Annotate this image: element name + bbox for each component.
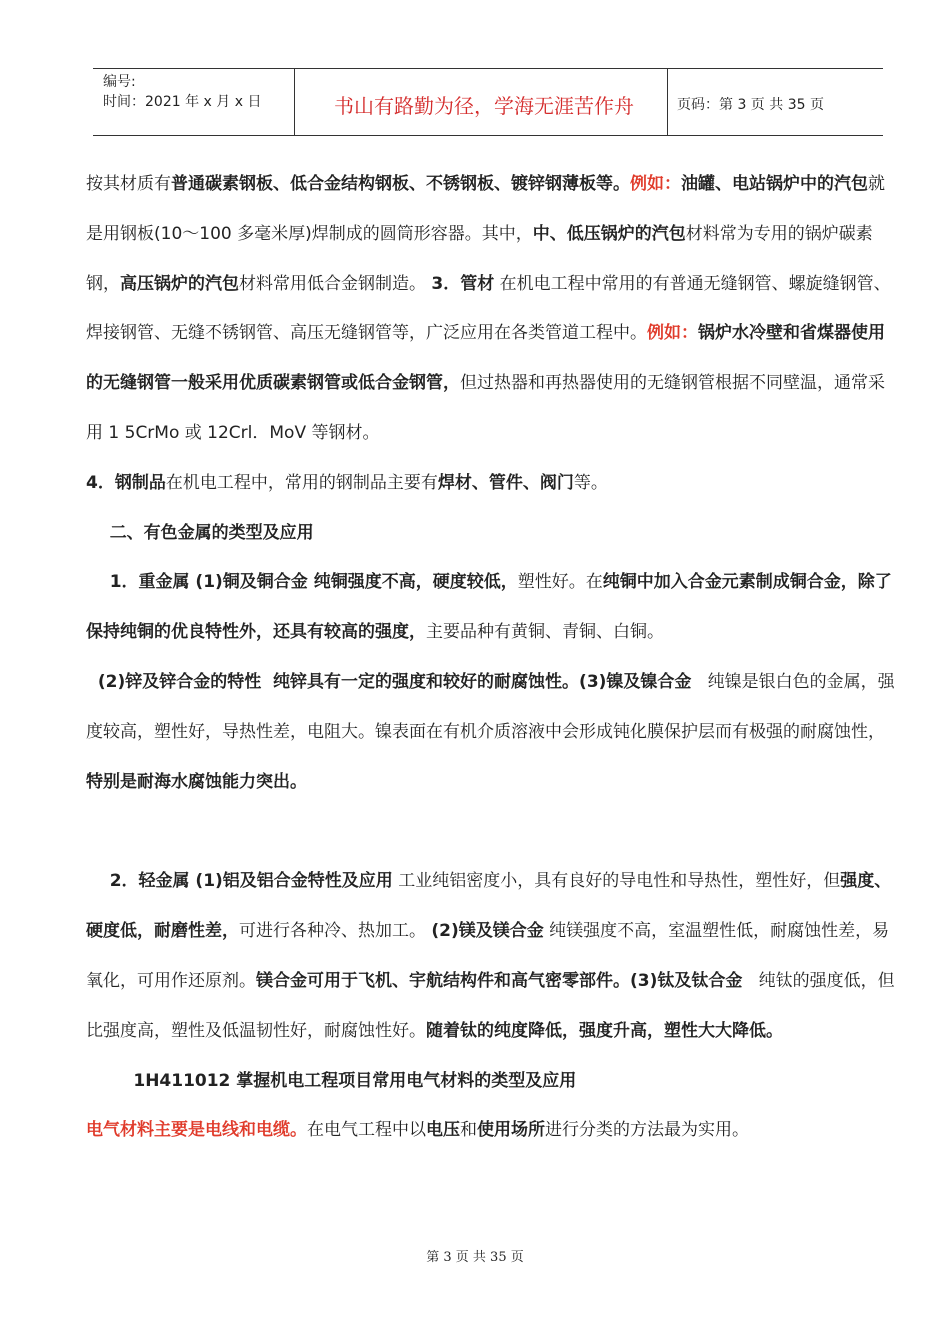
time-label: 时间：2021 年 x 月 x 日 bbox=[103, 94, 262, 110]
document-body bbox=[86, 160, 896, 1156]
body-text: 和 bbox=[460, 1120, 477, 1141]
body-text: 在电气工程中以 bbox=[307, 1120, 426, 1141]
body-text: 等。 bbox=[573, 472, 608, 493]
body-text: 纯镁强度不高，室温塑性低，耐腐蚀性差，易氧化，可用作还原剂。 bbox=[86, 921, 890, 991]
bold-text: 3．管材 bbox=[431, 273, 495, 294]
bold-text: 高压锅炉的汽包 bbox=[120, 273, 239, 294]
bold-text: 纯铜中加入合金元素制成铜合金，除了保持纯铜的优良特性外，还具有较高的强度， bbox=[86, 572, 892, 643]
body-text: 材料常用低合金钢制造。 bbox=[239, 273, 432, 294]
bold-text: (2)锌及锌合金的特性 纯锌具有一定的强度和较好的耐腐蚀性。(3)镍及镍合金 bbox=[86, 671, 692, 692]
section-heading bbox=[86, 509, 896, 559]
paragraph bbox=[86, 1106, 896, 1156]
header-bottom-rule bbox=[93, 135, 883, 136]
paragraph bbox=[86, 558, 896, 658]
paragraph bbox=[86, 857, 896, 1056]
page-header bbox=[93, 68, 883, 136]
bold-text: 1．重金属 (1)铜及铜合金 纯铜强度不高，硬度较低， bbox=[86, 572, 518, 593]
highlight-text: 例如： bbox=[630, 174, 681, 194]
body-text: 材料常为专用的锅炉碳素钢， bbox=[86, 223, 873, 294]
bold-text: 强度、硬度低，耐磨性差， bbox=[86, 871, 892, 942]
bold-text: (2)镁及镁合金 bbox=[431, 921, 544, 942]
body-text: 塑性好。在 bbox=[517, 572, 603, 593]
bold-text: 镁合金可用于飞机、宇航结构件和高气密零部件。(3)钛及钛合金 bbox=[256, 970, 743, 991]
bold-text: 普通碳素钢板、低合金结构钢板、不锈钢板、镀锌钢薄板等。 bbox=[171, 174, 630, 194]
highlight-text: 例如： bbox=[647, 323, 698, 344]
bold-text: 电压 bbox=[426, 1120, 460, 1141]
bold-text: 焊材、管件、阀门 bbox=[437, 472, 574, 493]
page-footer: 第 3 页 共 35 页 bbox=[426, 1250, 524, 1265]
bold-text: 锅炉水冷壁和省煤器使用的无缝钢管一般采用优质碳素钢管或低合金钢管， bbox=[86, 323, 885, 394]
body-text: 但过热器和再热器使用的无缝钢管根据不同壁温，通常采用 1 5CrMo 或 12Crl．MoV 等钢材。 bbox=[86, 373, 885, 443]
body-text: 在机电工程中常用的有普通无缝钢管、螺旋缝钢管、焊接钢管、无缝不锈钢管、高压无缝钢管等，广泛应用在各类管道工程中。 bbox=[86, 273, 891, 344]
body-text: 纯镍是银白色的金属，强度较高，塑性好，导热性差，电阻大。镍表面在有机介质溶液中会形成钝化膜保护层而有极强的耐腐蚀性， bbox=[86, 671, 895, 742]
highlight-text: 电气材料主要是电线和电缆。 bbox=[86, 1120, 307, 1141]
body-text: 可进行各种冷、热加工。 bbox=[239, 921, 432, 942]
header-divider bbox=[294, 68, 295, 136]
bold-text: 使用场所 bbox=[477, 1120, 545, 1141]
bold-text: 4．钢制品 bbox=[86, 472, 166, 493]
bold-text: 二、有色金属的类型及应用 bbox=[86, 522, 314, 543]
paragraph bbox=[86, 459, 896, 509]
body-text: 纯钛的强度低，但比强度高，塑性及低温韧性好，耐腐蚀性好。 bbox=[86, 970, 895, 1041]
paragraph bbox=[86, 160, 896, 459]
bold-text: 油罐、电站锅炉中的汽包 bbox=[681, 174, 868, 194]
body-text: 就是用钢板(10～100 多毫米厚)焊制成的圆筒形容器。其中， bbox=[86, 174, 885, 244]
paragraph bbox=[86, 658, 896, 807]
bold-text: 2．轻金属 (1)铝及铝合金特性及应用 bbox=[86, 871, 393, 892]
bold-text: 中、低压锅炉的汽包 bbox=[532, 223, 686, 244]
header-top-rule bbox=[93, 68, 883, 69]
bold-text: 随着钛的纯度降低，强度升高，塑性大大降低。 bbox=[426, 1020, 783, 1041]
header-meta bbox=[103, 72, 261, 112]
bold-text: 1H411012 掌握机电工程项目常用电气材料的类型及应用 bbox=[86, 1070, 577, 1091]
body-text: 主要品种有黄铜、青铜、白铜。 bbox=[426, 622, 664, 643]
header-page-label: 页码：第 3 页 共 35 页 bbox=[677, 97, 824, 113]
header-motto: 书山有路勤为径，学海无涯苦作舟 bbox=[334, 94, 634, 118]
serial-label: 编号: bbox=[103, 74, 136, 90]
body-text: 在机电工程中，常用的钢制品主要有 bbox=[165, 472, 438, 493]
bold-text: 特别是耐海水腐蚀能力突出。 bbox=[86, 771, 307, 792]
body-text: 按其材质有 bbox=[86, 174, 171, 194]
body-text: 工业纯铝密度小，具有良好的导电性和导热性，塑性好，但 bbox=[392, 871, 841, 892]
section-heading bbox=[86, 1057, 896, 1107]
body-text: 进行分类的方法最为实用。 bbox=[545, 1120, 749, 1141]
header-divider bbox=[667, 68, 668, 136]
